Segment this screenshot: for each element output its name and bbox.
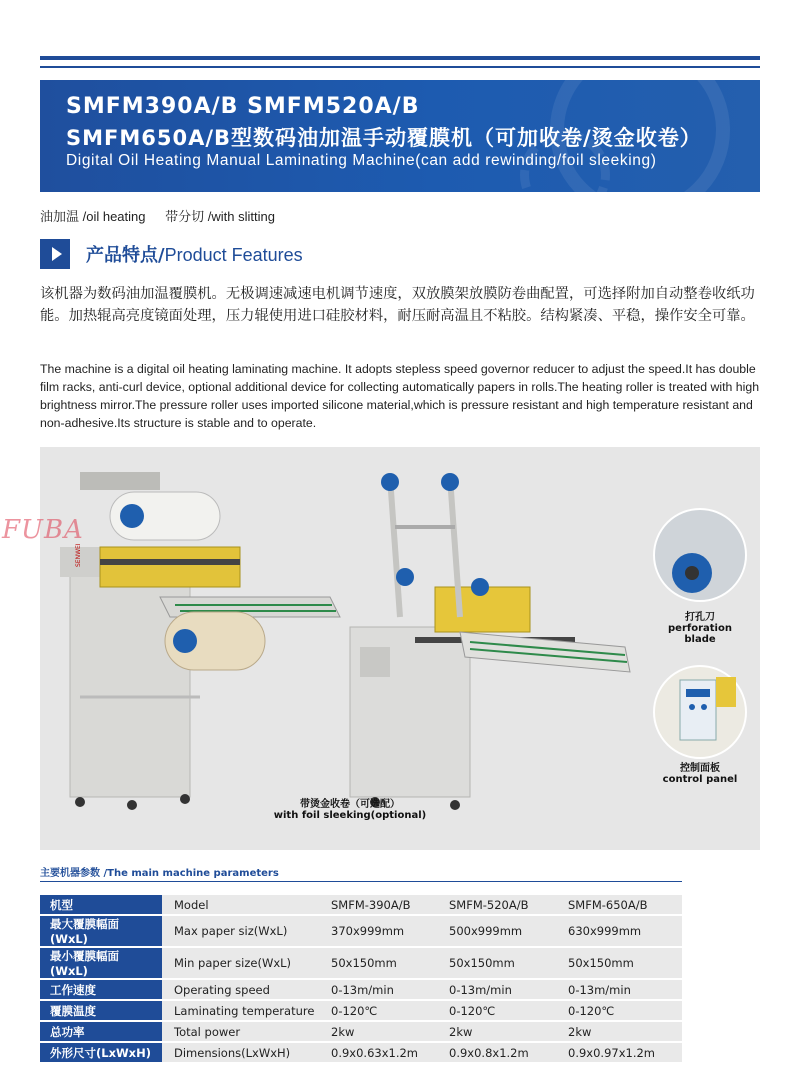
product-photo-panel xyxy=(40,447,760,850)
param-value: 0.9x0.97x1.2m xyxy=(562,1043,682,1062)
param-label-en: Dimensions(LxWxH) xyxy=(162,1043,325,1062)
table-row xyxy=(40,1043,682,1062)
param-label-en: Operating speed xyxy=(162,980,325,999)
table-row xyxy=(40,980,682,999)
features-title xyxy=(86,241,303,267)
param-value: 370x999mm xyxy=(325,916,443,946)
machine-illustration xyxy=(40,447,760,850)
param-label-en: Laminating temperature xyxy=(162,1001,325,1020)
description-en: The machine is a digital oil heating laminating machine. It adopts stepless speed governor reducer to adjust the speed.It has double film racks, anti-curl device, optional additional device for collecting automatically papers in rolls.The heating roller is treated with high brightness mirror.The pressure roller uses imported silicone material,which is pressure resistant and high temperature resistant and non-adhesive.Its structure is stable and to operate. xyxy=(40,362,760,430)
control-panel-display xyxy=(686,689,710,697)
panel-caption-en: control panel xyxy=(662,774,738,785)
blade-hub-icon xyxy=(685,566,699,580)
param-value: 0.9x0.63x1.2m xyxy=(325,1043,443,1062)
param-value: SMFM-650A/B xyxy=(562,895,682,914)
param-label-cn: 最小覆膜幅面(WxL) xyxy=(40,948,162,978)
param-label-cn: 工作速度 xyxy=(40,980,162,999)
param-value: 0-13m/min xyxy=(562,980,682,999)
param-label-cn: 覆膜温度 xyxy=(40,1001,162,1020)
param-value: 0-120℃ xyxy=(443,1001,562,1020)
play-icon xyxy=(40,239,70,269)
panel-caption xyxy=(635,763,765,785)
param-label-cn: 总功率 xyxy=(40,1022,162,1041)
features-title-cn: 产品特点/ xyxy=(86,245,165,266)
table-row xyxy=(40,916,682,946)
param-value: SMFM-520A/B xyxy=(443,895,562,914)
banner-subtitle: Digital Oil Heating Manual Laminating Machine(can add rewinding/foil sleeking) xyxy=(66,152,657,169)
param-label-en: Model xyxy=(162,895,325,914)
param-value: 0-13m/min xyxy=(443,980,562,999)
foil-caption-en: with foil sleeking(optional) xyxy=(273,810,427,821)
banner-title-line1: SMFM390A/B SMFM520A/B xyxy=(66,94,420,119)
table-row xyxy=(40,1022,682,1041)
table-row xyxy=(40,948,682,978)
param-value: SMFM-390A/B xyxy=(325,895,443,914)
features-title-en: Product Features xyxy=(164,245,303,265)
blade-caption-cn: 打孔刀 xyxy=(685,612,715,623)
param-label-cn: 外形尺寸(LxWxH) xyxy=(40,1043,162,1062)
param-label-en: Total power xyxy=(162,1022,325,1041)
fuba-logo: FUBA xyxy=(2,515,84,545)
foil-caption-cn: 带烫金收卷（可选配） xyxy=(300,799,400,810)
param-value: 500x999mm xyxy=(443,916,562,946)
panel-caption-cn: 控制面板 xyxy=(680,763,720,774)
control-panel-knob xyxy=(701,704,707,710)
param-value: 2kw xyxy=(443,1022,562,1041)
title-banner xyxy=(40,80,760,192)
param-value: 0-120℃ xyxy=(562,1001,682,1020)
param-value: 2kw xyxy=(325,1022,443,1041)
param-label-en: Max paper siz(WxL) xyxy=(162,916,325,946)
params-rule xyxy=(40,881,682,882)
param-value: 630x999mm xyxy=(562,916,682,946)
param-label-cn: 最大覆膜幅面(WxL) xyxy=(40,916,162,946)
param-value: 50x150mm xyxy=(325,948,443,978)
blade-caption xyxy=(652,612,748,645)
params-table xyxy=(40,893,682,1064)
control-panel-knob xyxy=(689,704,695,710)
param-value: 50x150mm xyxy=(443,948,562,978)
param-label-cn: 机型 xyxy=(40,895,162,914)
table-row xyxy=(40,1001,682,1020)
blade-caption-en-2: blade xyxy=(684,634,716,645)
blade-caption-en-1: perforation xyxy=(668,623,732,634)
feature-tags xyxy=(40,206,291,225)
panel-edge-highlight xyxy=(716,677,736,707)
param-value: 0.9x0.8x1.2m xyxy=(443,1043,562,1062)
table-row xyxy=(40,895,682,914)
param-label-en: Min paper size(WxL) xyxy=(162,948,325,978)
tag-slitting: 带分切 /with slitting xyxy=(165,209,275,224)
banner-title-line2: SMFM650A/B型数码油加温手动覆膜机（可加收卷/烫金收卷） xyxy=(66,126,702,150)
foil-caption xyxy=(250,799,450,821)
description-cn: 该机器为数码油加温覆膜机。无极调速减速电机调节速度，双放膜架放膜防卷曲配置，可选择附加自动整卷收纸功能。加热辊高亮度镜面处理，压力辊使用进口硅胶材料，耐压耐高温且不粘胶。结构紧凑、平稳，操作安全可靠。 xyxy=(40,286,755,324)
brand-label: SENWEI xyxy=(75,543,82,567)
params-title: 主要机器参数 /The main machine parameters xyxy=(40,868,279,879)
features-heading xyxy=(40,238,303,270)
tag-oil-heating: 油加温 /oil heating xyxy=(40,209,146,224)
param-value: 0-120℃ xyxy=(325,1001,443,1020)
param-value: 0-13m/min xyxy=(325,980,443,999)
param-value: 50x150mm xyxy=(562,948,682,978)
top-rule-thin xyxy=(40,66,760,68)
middle-machine xyxy=(350,473,630,810)
param-value: 2kw xyxy=(562,1022,682,1041)
left-machine xyxy=(60,472,340,810)
top-rule-thick xyxy=(40,56,760,60)
